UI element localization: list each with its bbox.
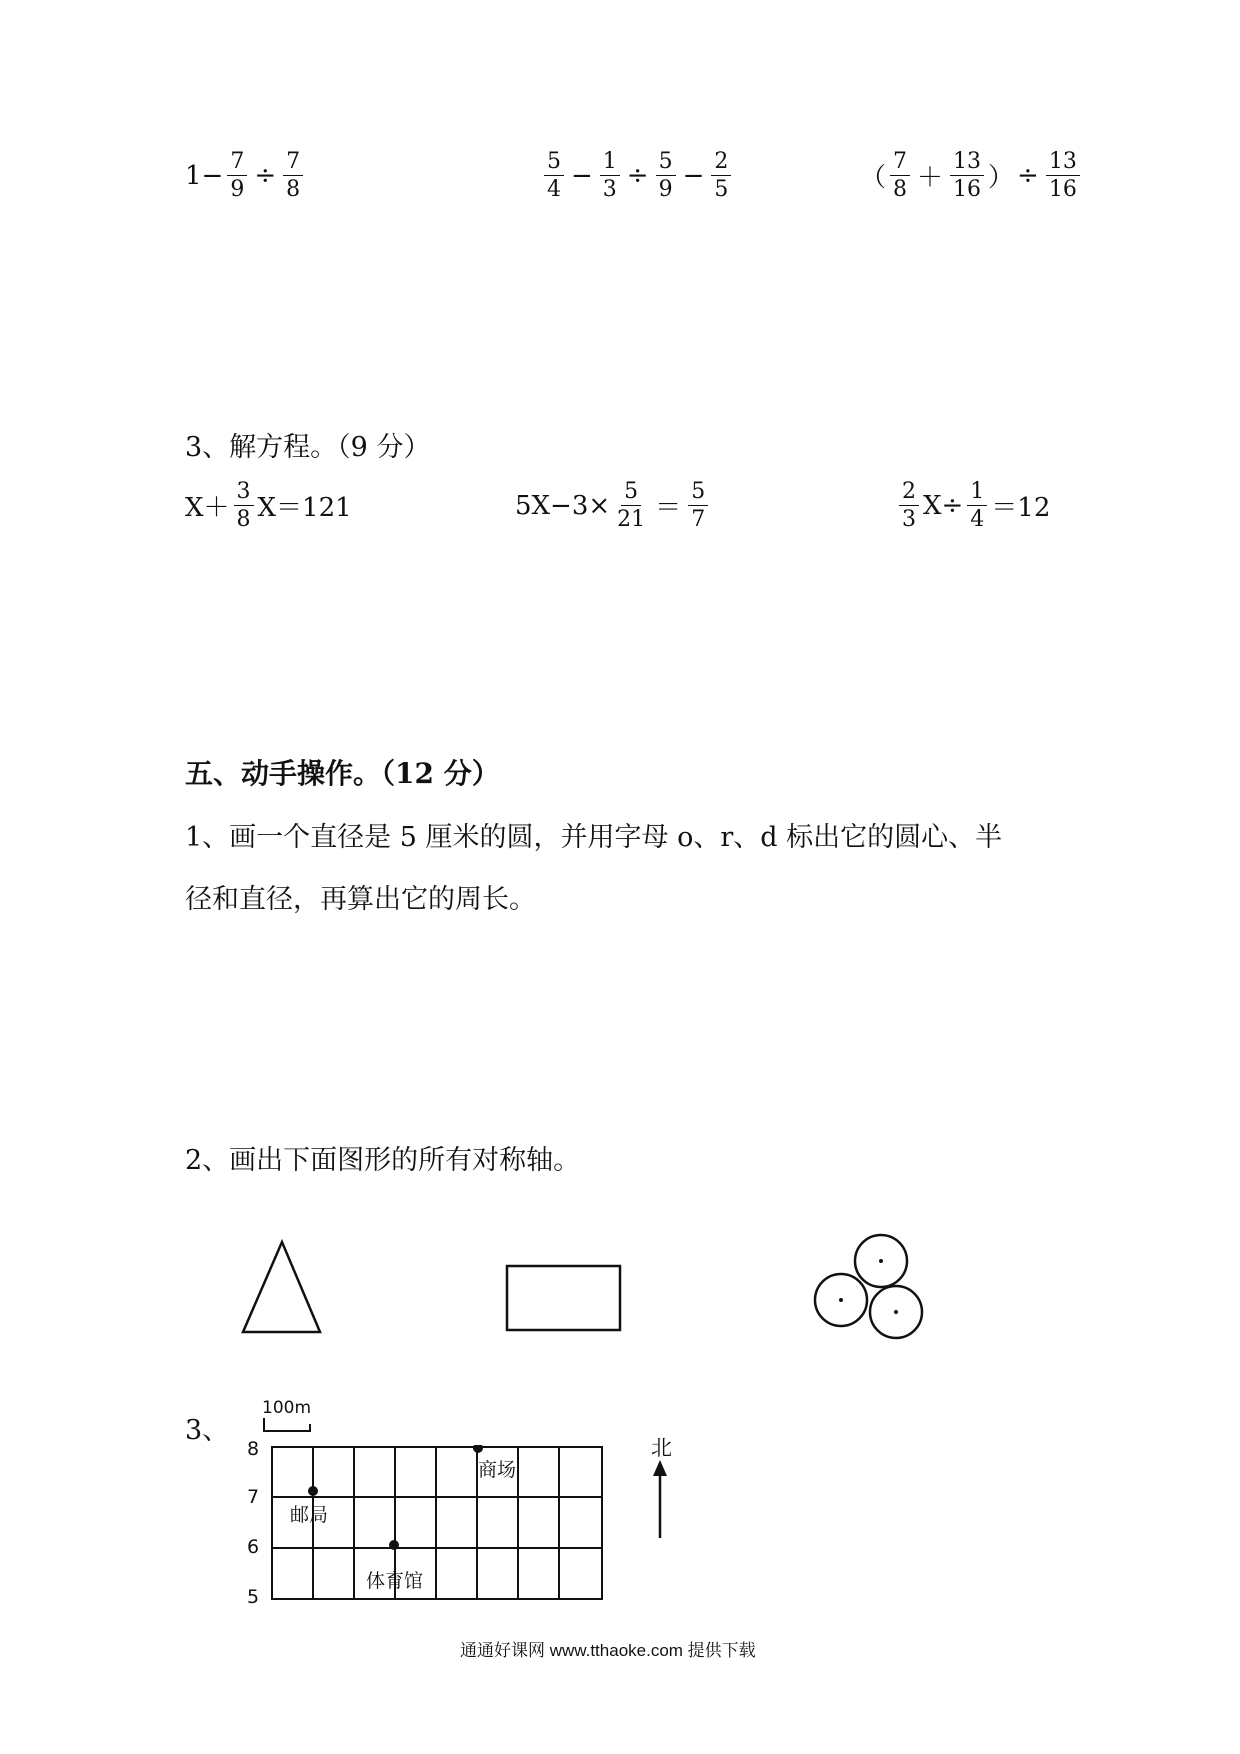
stadium-dot xyxy=(389,1540,399,1550)
calc-expr-1 xyxy=(185,150,307,201)
fraction: $\frac{7}{9}$ xyxy=(227,150,247,201)
north-label: 北 xyxy=(651,1436,672,1460)
operator: ÷ xyxy=(254,160,277,191)
operator: ÷ xyxy=(626,160,649,191)
north-arrow-icon xyxy=(648,1460,672,1540)
stadium-label: 体育馆 xyxy=(366,1570,424,1592)
fraction: $\frac{3}{8}$ xyxy=(234,480,254,531)
fraction: $\frac{5}{9}$ xyxy=(656,150,676,201)
section-heading: 五、动手操作。（12 分） xyxy=(185,757,500,790)
paren-right: ） xyxy=(988,163,1015,194)
expr-lead: 1− xyxy=(185,160,224,191)
three-circles-shape xyxy=(815,1235,922,1338)
calc-expr-2 xyxy=(540,150,735,201)
mall-dot xyxy=(473,1445,483,1453)
fraction: $\frac{13}{16}$ xyxy=(950,150,984,201)
symmetry-shapes xyxy=(0,1230,1240,1350)
equation-1: X＋ $\frac{3}{8}$ X＝121 xyxy=(185,479,352,533)
equation-3: $\frac{2}{3}$ X÷ $\frac{1}{4}$ ＝12 xyxy=(895,480,1050,531)
fraction: $\frac{7}{8}$ xyxy=(283,150,303,201)
y-label-7: 7 xyxy=(247,1486,260,1508)
y-label-6: 6 xyxy=(247,1536,260,1558)
equations-title: 3、解方程。（9 分） xyxy=(185,432,431,463)
fraction: $\frac{2}{5}$ xyxy=(711,150,731,201)
operator: ÷ xyxy=(1017,160,1039,191)
fraction: $\frac{7}{8}$ xyxy=(890,150,910,201)
fraction: $\frac{1}{3}$ xyxy=(600,150,620,201)
fraction: $\frac{5}{4}$ xyxy=(544,150,564,201)
y-label-5: 5 xyxy=(247,1586,260,1608)
post-office-dot xyxy=(308,1486,318,1496)
operator: ＋ xyxy=(917,163,944,194)
triangle-shape xyxy=(243,1242,320,1332)
fraction: $\frac{13}{16}$ xyxy=(1046,150,1080,201)
rectangle-shape xyxy=(507,1266,620,1330)
scale-label: 100m xyxy=(262,1398,312,1418)
question-1-line-1: 1、画一个直径是 5 厘米的圆，并用字母 o、r、d 标出它的圆心、半 xyxy=(185,822,1003,853)
fraction: $\frac{1}{4}$ xyxy=(967,480,987,531)
mall-label: 商场 xyxy=(478,1459,517,1481)
footer-text: 通通好课网 www.tthaoke.com 提供下载 xyxy=(460,1641,756,1660)
scale-bar xyxy=(262,1416,312,1436)
post-office-label: 邮局 xyxy=(290,1504,329,1526)
paren-left: （ xyxy=(860,163,887,194)
fraction: $\frac{2}{3}$ xyxy=(899,480,919,531)
operator: − xyxy=(682,160,705,191)
operator: − xyxy=(571,160,593,191)
fraction: $\frac{5}{7}$ xyxy=(688,480,708,531)
question-1-line-2: 径和直径，再算出它的周长。 xyxy=(185,884,536,915)
fraction: $\frac{5}{21}$ xyxy=(617,479,646,533)
question-3: 3、 xyxy=(185,1415,230,1446)
question-2: 2、画出下面图形的所有对称轴。 xyxy=(185,1145,581,1176)
y-label-8: 8 xyxy=(247,1438,260,1460)
equation-2: 5X−3× $\frac{5}{21}$ ＝ $\frac{5}{7}$ xyxy=(515,480,712,531)
calc-expr-3 xyxy=(860,150,1084,201)
